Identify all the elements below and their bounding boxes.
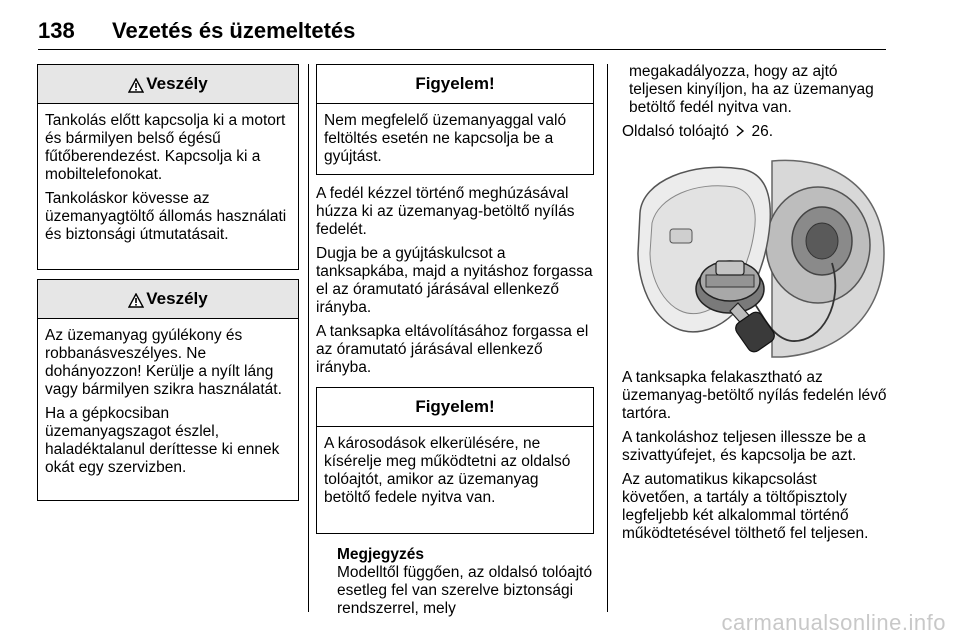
caution-box — [316, 64, 594, 175]
danger-box-body — [38, 104, 298, 269]
note-text: Modelltől függően, az oldalsó tolóajtó esetleg fel van szerelve biztonsági rendszerrel, mely — [337, 564, 593, 617]
page-title: Vezetés és üzemeltetés — [112, 18, 356, 43]
danger-paragraph: Tankoláskor kövesse az üzemanyagtöltő állomás használati és biztonsági útmutatásait. — [45, 190, 287, 243]
warning-triangle-icon — [128, 293, 144, 308]
caution-box-body — [317, 427, 593, 533]
warning-triangle-icon — [128, 78, 144, 93]
reference-page: 26. — [751, 123, 774, 140]
danger-paragraph: Az üzemanyag gyúlékony és robbanásveszélyes. Ne dohányozzon! Kerülje a nyílt láng vagy bármilyen szikra használatát. — [45, 327, 282, 398]
paragraph: Az automatikus kikapcsolást követően, a tartály a töltőpisztoly legfeljebb két alkalommal történő működtetésével tölthető fel teljesen. — [622, 471, 869, 542]
body-text — [622, 369, 888, 543]
danger-box-title: Veszély — [146, 289, 208, 308]
caution-box-header: Figyelem! — [317, 388, 593, 427]
danger-box-header — [38, 65, 298, 104]
page-number: 138 — [38, 18, 75, 43]
continuation-text: megakadályozza, hogy az ajtó teljesen kinyíljon, ha az üzemanyag betöltő fedél nyitva van. — [629, 63, 874, 116]
danger-box-header — [38, 280, 298, 319]
column-divider — [607, 64, 608, 612]
note-title: Megjegyzés — [337, 546, 425, 563]
column-right — [622, 63, 888, 543]
paragraph: A tanksapka felakasztható az üzemanyag-betöltő nyílás fedelén lévő tartóra. — [622, 369, 887, 422]
danger-box-body — [38, 319, 298, 500]
paragraph: A tanksapka eltávolításához forgassa el az óramutató járásával ellenkező irányba. — [316, 323, 589, 376]
fuel-filler-image — [622, 153, 886, 359]
paragraph: Dugja be a gyújtáskulcsot a tanksapkába, majd a nyitáshoz forgassa el az óramutató járásával ellenkező irányba. — [316, 245, 593, 316]
caution-text: Nem megfelelő üzemanyaggal való feltöltés esetén ne kapcsolja be a gyújtást. — [324, 112, 567, 165]
body-text — [316, 185, 594, 377]
reference-label: Oldalsó tolóajtó — [622, 123, 729, 140]
page-header — [38, 14, 886, 50]
watermark: carmanualsonline.info — [721, 610, 946, 635]
caution-text: A károsodások elkerülésére, ne kísérelje meg működtetni az oldalsó tolóajtót, amikor az üzemanyag betöltő fedele nyitva van. — [324, 435, 571, 506]
danger-box-title: Veszély — [146, 74, 208, 93]
fuel-cap-illustration — [622, 153, 886, 359]
danger-paragraph: Ha a gépkocsiban üzemanyagszagot észlel, haladéktalanul deríttesse ki ennek okát egy szervizben. — [45, 405, 280, 476]
paragraph: A fedél kézzel történő meghúzásával húzza ki az üzemanyag-betöltő nyílás fedelét. — [316, 185, 575, 238]
caution-box-body — [317, 104, 593, 174]
column-left — [37, 64, 299, 501]
danger-box — [37, 279, 299, 501]
column-divider — [308, 64, 309, 612]
danger-box — [37, 64, 299, 270]
caution-box — [316, 387, 594, 534]
caution-box-header: Figyelem! — [317, 65, 593, 104]
cross-reference — [622, 123, 888, 141]
note-block — [316, 546, 594, 618]
paragraph: A tankoláshoz teljesen illessze be a szivattyúfejet, és kapcsolja be azt. — [622, 429, 866, 464]
danger-paragraph: Tankolás előtt kapcsolja ki a motort és bármilyen belső égésű fűtőberendezést. Kapcsolja ki a mobiltelefonokat. — [45, 112, 286, 183]
column-middle — [316, 64, 594, 618]
reference-arrow-icon — [735, 125, 745, 137]
